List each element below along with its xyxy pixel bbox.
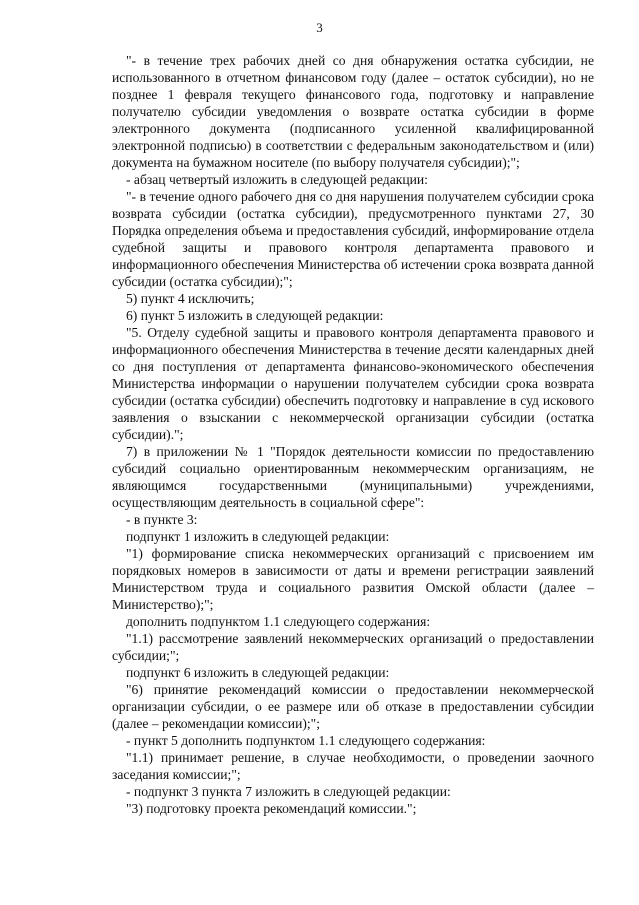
paragraph: "6) принятие рекомендаций комиссии о предоставлении некоммерческой организации субсидии, о ее размере или об отказе в предоставлении субсидии (далее – рекомендации комиссии);"; [112, 682, 594, 731]
paragraph: 6) пункт 5 изложить в следующей редакции: [126, 308, 384, 323]
paragraph: дополнить подпунктом 1.1 следующего содержания: [126, 614, 431, 629]
paragraph: - абзац четвертый изложить в следующей редакции: [126, 172, 428, 187]
paragraph: - пункт 5 дополнить подпунктом 1.1 следующего содержания: [126, 733, 486, 748]
document-body [112, 52, 594, 817]
paragraph: "1.1) рассмотрение заявлений некоммерческих организаций о предоставлении субсидии;"; [112, 631, 594, 663]
paragraph: "1.1) принимает решение, в случае необходимости, о проведении заочного заседания комиссии;"; [112, 750, 594, 782]
paragraph: - в пункте 3: [126, 512, 198, 527]
paragraph: "- в течение трех рабочих дней со дня обнаружения остатка субсидии, не использованного в отчетном финансовом году (далее – остаток субсидии), но не позднее 1 февраля текущего финансового года, подготовку и направление получателю субсидии уведомления о возврате остатка субсидии в форме электронного документа (подписанного усиленной квалифицированной электронной подписью) в соответствии с федеральным законодательством и (или) документа на бумажном носителе (по выбору получателя субсидии);"; [112, 53, 594, 170]
paragraph: "1) формирование списка некоммерческих организаций с присвоением им порядковых номеров в зависимости от даты и времени регистрации заявлений Министерством труда и социального развития Омской области (далее – Министерство);"; [112, 546, 594, 612]
paragraph: 5) пункт 4 исключить; [126, 291, 255, 306]
paragraph: - подпункт 3 пункта 7 изложить в следующей редакции: [126, 784, 451, 799]
paragraph: 7) в приложении № 1 "Порядок деятельности комиссии по предоставлению субсидий социально ориентированным некоммерческим организациям, не являющимся государственными (муниципальными) учреждениями, осуществляющим деятельность в социальной сфере": [112, 444, 594, 510]
paragraph: подпункт 6 изложить в следующей редакции: [126, 665, 390, 680]
paragraph: "- в течение одного рабочего дня со дня нарушения получателем субсидии срока возврата субсидии (остатка субсидии), предусмотренного пунктами 27, 30 Порядка определения объема и предоставления субсидий, информирование отдела судебной защиты и правового контроля департамента правового и информационного обеспечения Министерства об истечении срока возврата данной субсидии (остатка субсидии);"; [112, 189, 594, 289]
page-number: 3 [316, 20, 323, 35]
paragraph: "5. Отделу судебной защиты и правового контроля департамента правового и информационного обеспечения Министерства в течение десяти календарных дней со дня поступления от департамента финансово-экономического обеспечения Министерства информации о нарушении получателем субсидии срока возврата субсидии (остатка субсидии) обеспечить подготовку и направление в суд искового заявления о взыскании с некоммерческой организации субсидии (остатка субсидии)."; [112, 325, 594, 442]
paragraph: "3) подготовку проекта рекомендаций комиссии."; [126, 801, 417, 816]
paragraph: подпункт 1 изложить в следующей редакции: [126, 529, 390, 544]
